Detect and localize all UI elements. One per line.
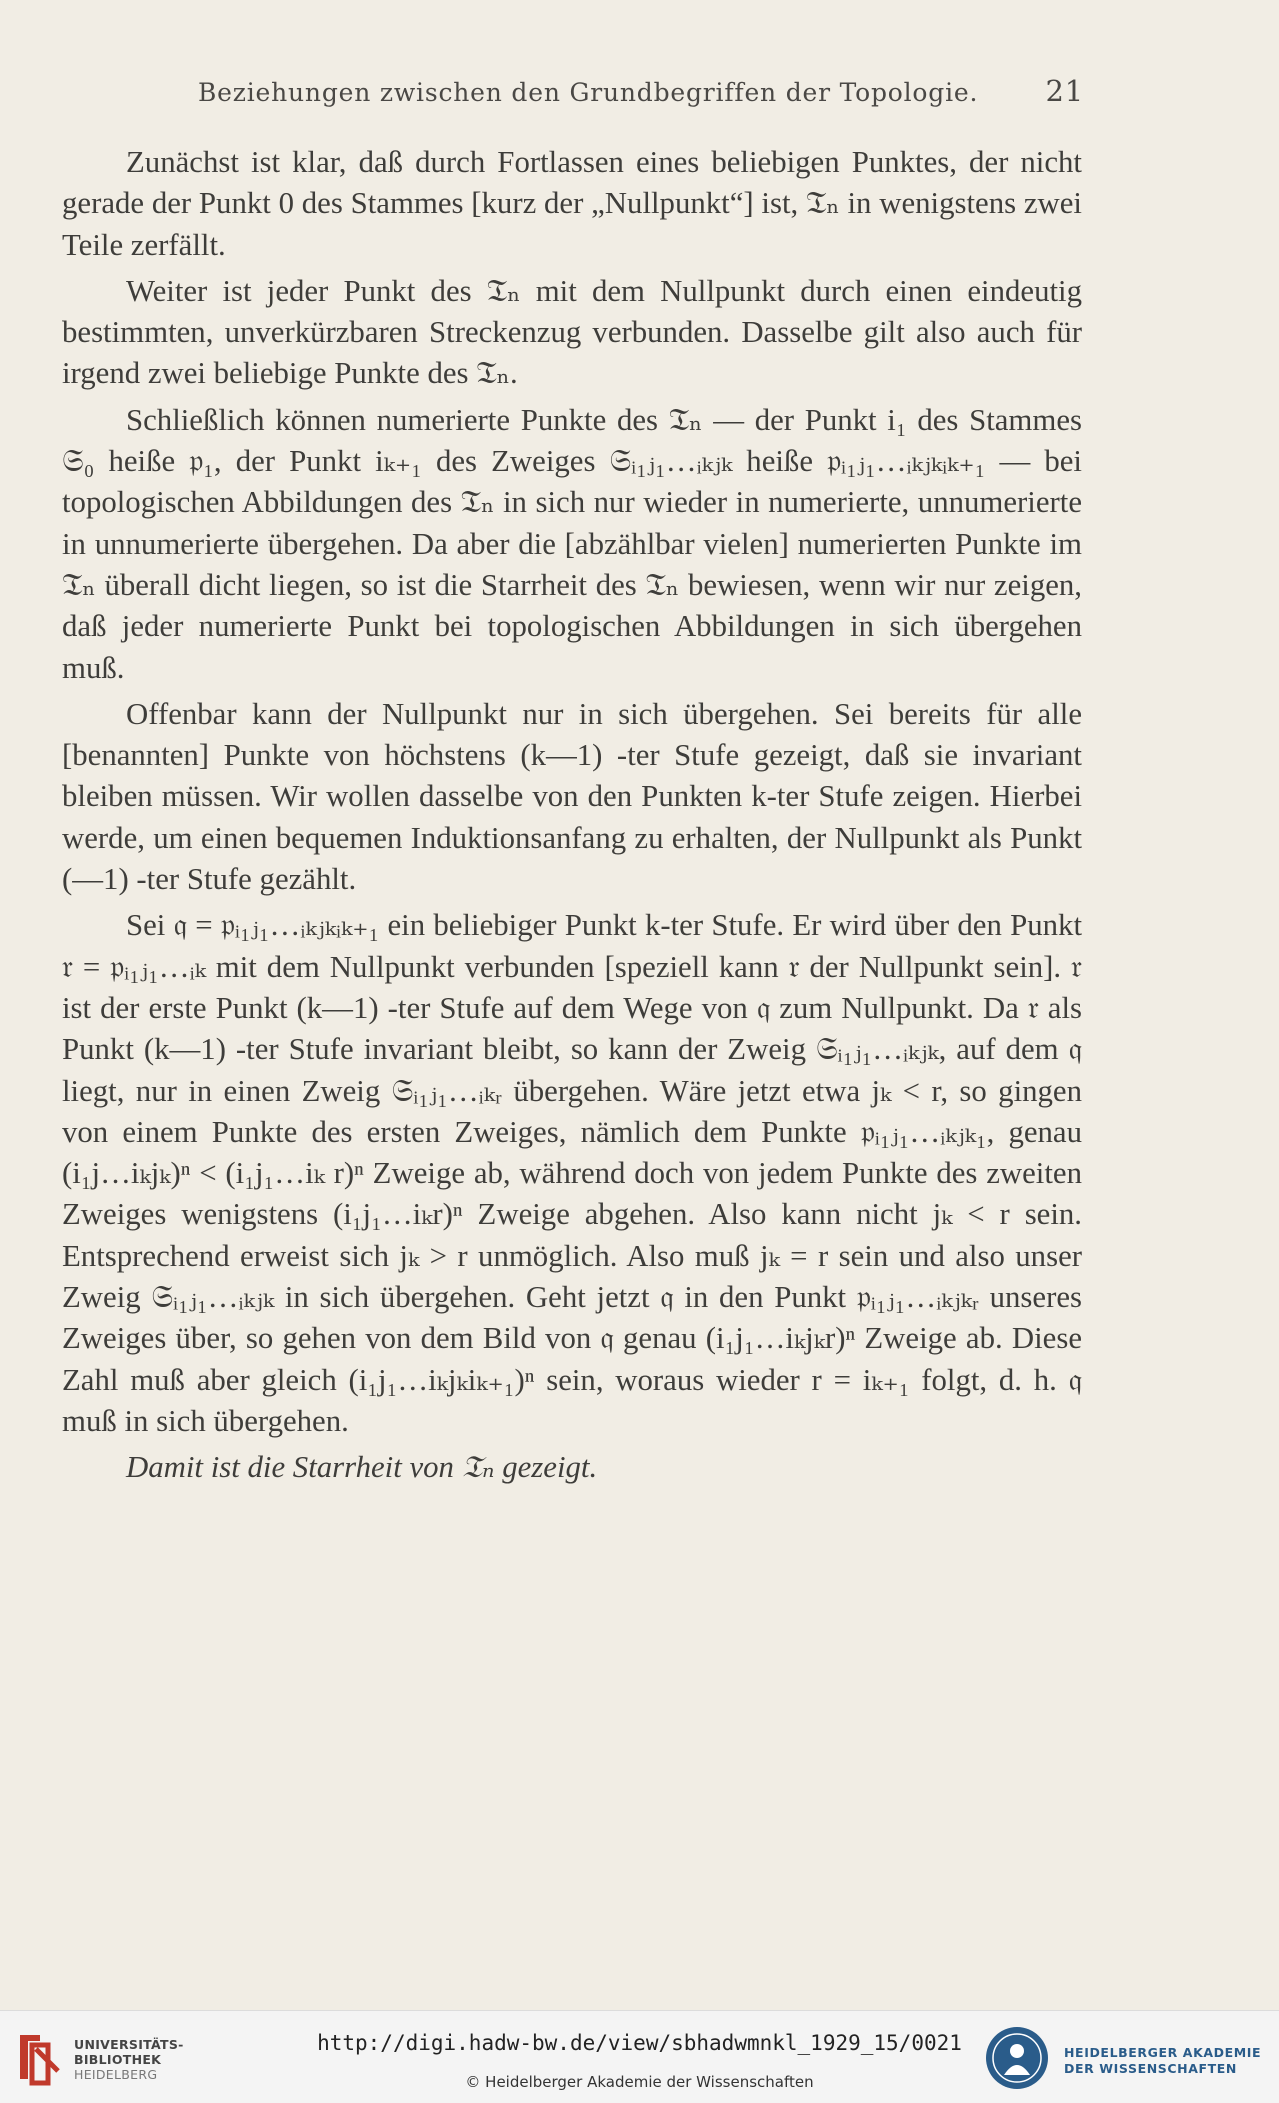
paragraph: Weiter ist jeder Punkt des 𝔗ₙ mit dem Nullpunkt durch einen eindeutig bestimmten, unverkürzbaren Streckenzug verbunden. Dasselbe gilt also auch für irgend zwei beliebige Punkte des 𝔗ₙ. [62,273,1082,391]
running-title: Beziehungen zwischen den Grundbegriffen der Topologie. [198,78,979,107]
university-library-name: UNIVERSITÄTS- BIBLIOTHEK HEIDELBERG [74,2037,184,2082]
paragraph: Zunächst ist klar, daß durch Fortlassen eines beliebigen Punktes, der nicht gerade der Punkt 0 des Stammes [kurz der „Nullpunkt“] ist, 𝔗ₙ in wenigstens zwei Teile zerfällt. [62,145,1082,262]
paragraph: Sei 𝔮 = 𝔭ᵢ₁ⱼ₁…ᵢₖⱼₖᵢₖ₊₁ ein beliebiger Punkt k-ter Stufe. Er wird über den Punkt 𝔯 = 𝔭ᵢ₁ⱼ₁…ᵢₖ mit dem Nullpunkt verbunden [speziell kann 𝔯 der Nullpunkt sein]. 𝔯 ist der erste Punkt (k—1) -ter Stufe auf dem Wege von 𝔮 zum Nullpunkt. Da 𝔯 als Punkt (k—1) -ter Stufe invariant bleibt, so kann der Zweig 𝔖ᵢ₁ⱼ₁…ᵢₖⱼₖ, auf dem 𝔮 liegt, nur in einen Zweig 𝔖ᵢ₁ⱼ₁…ᵢₖᵣ übergehen. Wäre jetzt etwa jₖ < r, so gingen von einem Punkte des ersten Zweiges, nämlich dem Punkte 𝔭ᵢ₁ⱼ₁…ᵢₖⱼₖ₁, genau (i₁j…iₖjₖ)ⁿ < (i₁j₁…iₖ r)ⁿ Zweige ab, während doch von jedem Punkte des zweiten Zweiges wenigstens (i₁j₁…iₖr)ⁿ Zweige abgehen. Also kann nicht jₖ < r sein. Entsprechend erweist sich jₖ > r unmöglich. Also muß jₖ = r sein und also unser Zweig 𝔖ᵢ₁ⱼ₁…ᵢₖⱼₖ in sich übergehen. Geht jetzt 𝔮 in den Punkt 𝔭ᵢ₁ⱼ₁…ᵢₖⱼₖᵣ unseres Zweiges über, so gehen von dem Bild von 𝔮 genau (i₁j₁…iₖjₖr)ⁿ Zweige ab. Diese Zahl muß aber gleich (i₁j₁…iₖjₖiₖ₊₁)ⁿ sein, woraus wieder r = iₖ₊₁ folgt, d. h. 𝔮 muß in sich übergehen. [62,908,1082,1438]
academy-name: HEIDELBERGER AKADEMIE DER WISSENSCHAFTEN [1064,2045,1262,2076]
running-header [198,74,1084,114]
academy-seal-icon [984,2025,1050,2091]
paragraph: Schließlich können numerierte Punkte des 𝔗ₙ — der Punkt i₁ des Stammes 𝔖₀ heiße 𝔭₁, der Punkt iₖ₊₁ des Zweiges 𝔖ᵢ₁ⱼ₁…ᵢₖⱼₖ heiße 𝔭ᵢ₁ⱼ₁…ᵢₖⱼₖᵢₖ₊₁ — bei topologischen Abbildungen des 𝔗ₙ in sich nur wieder in numerierte, unnumerierte in unnumerierte übergehen. Da aber die [abzählbar vielen] numerierten Punkte im 𝔗ₙ überall dicht liegen, so ist die Starrheit des 𝔗ₙ bewiesen, wenn wir nur zeigen, daß jeder numerierte Punkt bei topologischen Abbildungen in sich übergehen muß. [62,402,1082,685]
paragraph: Offenbar kann der Nullpunkt nur in sich übergehen. Sei bereits für alle [benannten] Punkte von höchstens (k—1) -ter Stufe gezeigt, daß sie invariant bleiben müssen. Wir wollen dasselbe von den Punkten k-ter Stufe zeigen. Hierbei werde, um einen bequemen Induktionsanfang zu erhalten, der Nullpunkt als Punkt (—1) -ter Stufe gezählt. [62,696,1082,897]
page-number: 21 [1045,74,1084,108]
conclusion-paragraph: Damit ist die Starrheit von 𝔗ₙ gezeigt. [126,1450,598,1485]
footer-bar [0,2010,1279,2103]
body-text [62,142,1082,1494]
source-url-link[interactable]: http://digi.hadw-bw.de/view/sbhadwmnkl_1929_15/0021 [317,2031,962,2055]
copyright-notice: © Heidelberger Akademie der Wissenschaften [465,2073,814,2091]
